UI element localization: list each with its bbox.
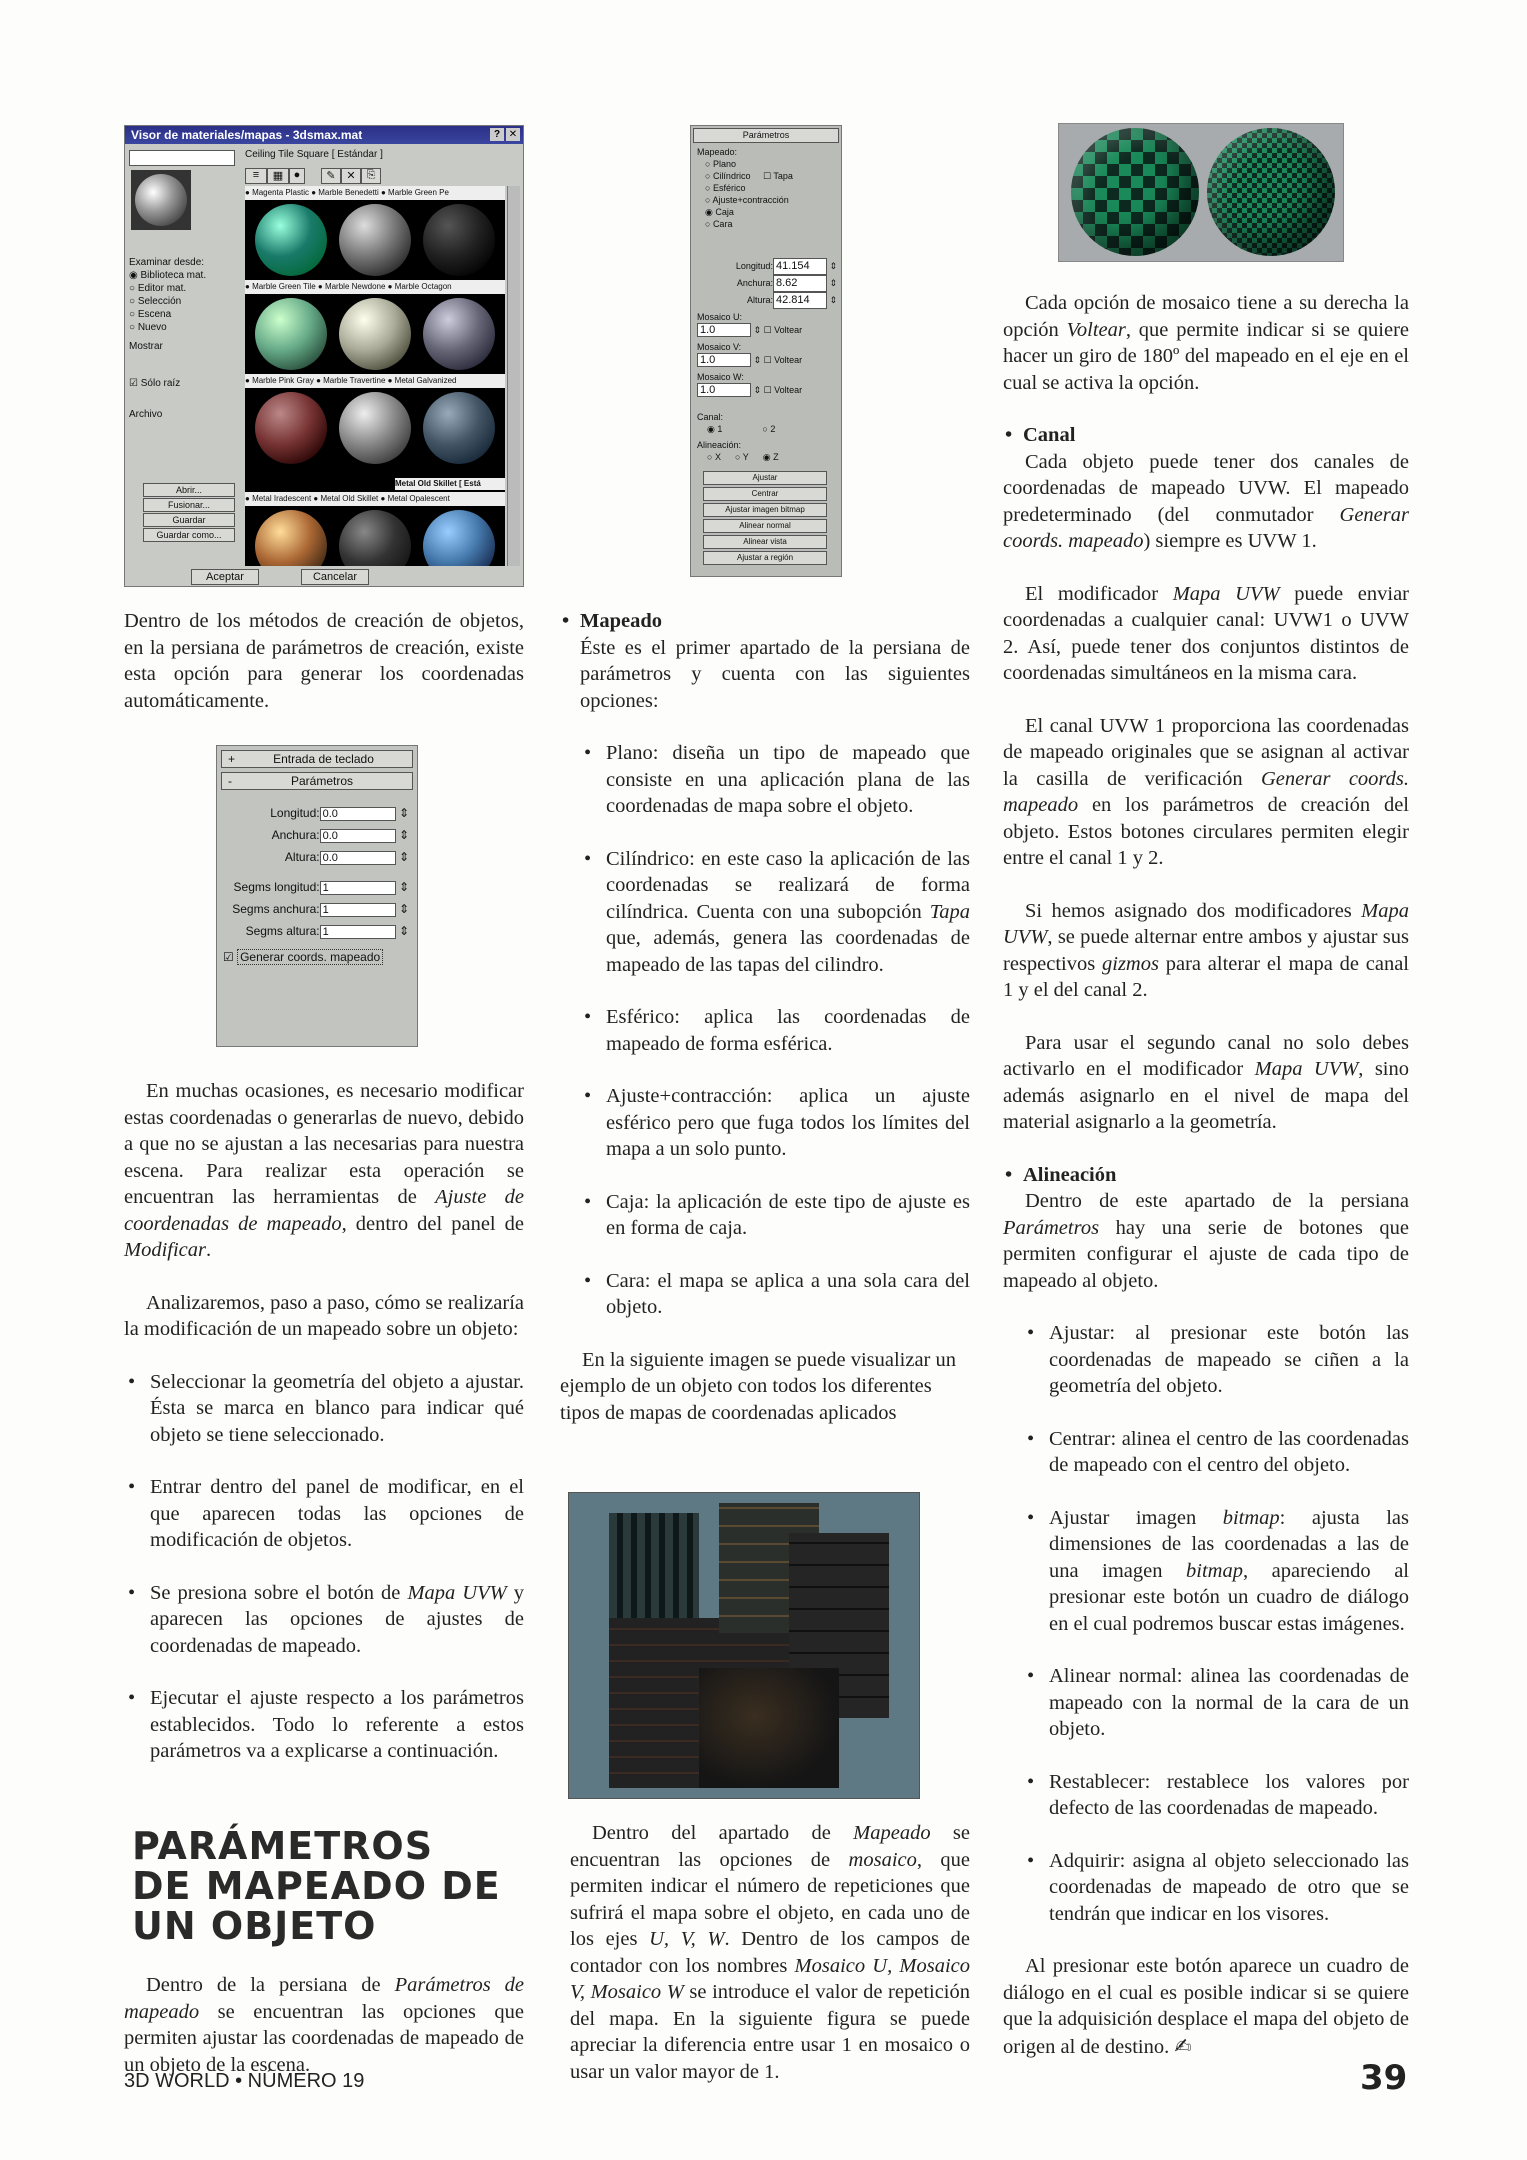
width-field[interactable]: 0.0 [320,829,396,843]
close-icon[interactable]: ✕ [506,128,520,141]
width-field[interactable]: 8.62 [773,275,827,292]
end-mark-icon: ✍ [1174,2033,1192,2058]
row-3-labels: ● Marble Pink Gray ● Marble Travertine ● Metal Galvanized [245,374,505,388]
delete-icon[interactable]: ✕ [341,168,361,184]
open-button[interactable]: Abrir... [143,483,235,497]
material-sphere[interactable] [255,392,327,464]
list-item: • Restablecer: restablece los valores por defecto de las coordenadas de mapeado. [1023,1769,1409,1822]
row-1-labels: ● Magenta Plastic ● Marble Benedetti ● Marble Green Pe [245,186,505,200]
width-segments-field[interactable]: 1 [320,903,396,917]
tiling-fields: Mosaico U: 1.0 ⇕ ☐ Voltear Mosaico V: 1.0 ⇕ ☐ Voltear Mosaico W: 1.0 ⇕ ☐ Voltear [697,312,803,396]
alignment-list [1003,1320,1409,1927]
browse-new-radio[interactable]: ○ Nuevo [129,322,167,333]
dimension-fields: Longitud: 41.154 ⇕ Anchura: 8.62 ⇕ Altura: 42.814 ⇕ [697,258,837,309]
height-segments-field[interactable]: 1 [320,925,396,939]
flip-w-checkbox[interactable]: ☐ Voltear [763,385,803,395]
list-item: • Ajustar imagen bitmap: ajusta las dimensiones de las coordenadas a las de una imagen bitmap, apareciendo al presionar este botón un cuadro de diálogo en el cual podremos buscar estas imágenes. [1023,1505,1409,1638]
material-sphere[interactable] [423,392,495,464]
list-item: • Entrar dentro del panel de modificar, en el que aparecen todas las opciones de modificación de objetos. [124,1474,524,1554]
face-radio[interactable]: ○ Cara [705,219,733,229]
search-field[interactable] [129,150,235,166]
mapped-object-render [568,1492,920,1799]
list-item: • Ajustar: al presionar este botón las coordenadas de mapeado se ciñen a la geometría del objeto. [1023,1320,1409,1400]
middle-column-end [570,1820,970,2085]
screenshot-caption: Dentro de los métodos de creación de objetos, en la persiana de parámetros de creación, existe esta opción para generar los coordenadas automáticamente. [124,610,524,712]
list-item: • Ajuste+contracción: aplica un ajuste esférico pero que fuga todos los límites del mapa a un solo punto. [580,1083,970,1163]
browse-selection-radio[interactable]: ○ Selección [129,296,182,307]
tile-u-field[interactable]: 1.0 [697,323,751,337]
creation-parameters-panel [216,745,418,1047]
material-sphere[interactable] [423,298,495,370]
checker-sphere-low-tiling [1071,128,1199,256]
list-item: • Ejecutar el ajuste respecto a los parámetros establecidos. Todo lo referente a estos parámetros va a explicarse a continuación. [124,1685,524,1765]
tile-v-field[interactable]: 1.0 [697,353,751,367]
right-column [1003,290,1409,2060]
keyboard-entry-rollout[interactable]: + Entrada de teclado [221,750,413,768]
generate-mapping-coords-checkbox[interactable]: ☑ Generar coords. mapeado [223,950,409,964]
height-field[interactable]: 0.0 [320,851,396,865]
file-buttons [143,483,235,542]
merge-button[interactable]: Fusionar... [143,498,235,512]
row-4-labels: ● Metal Iradescent ● Metal Old Skillet ● Metal Opalescent [245,492,505,506]
material-grid [245,186,505,566]
alignment-buttons [703,471,827,565]
only-root-checkbox[interactable]: ☑ Sólo raíz [129,378,181,389]
update-icon[interactable]: ✎ [321,168,341,184]
list-item: • Esférico: aplica las coordenadas de mapeado de forma esférica. [580,1004,970,1057]
preview-sphere [135,174,187,226]
toolbar [245,168,385,184]
shrinkwrap-part [699,1668,839,1788]
save-as-button[interactable]: Guardar como... [143,528,235,542]
list-item: • Caja: la aplicación de este tipo de ajuste es en forma de caja. [580,1189,970,1242]
save-button[interactable]: Guardar [143,513,235,527]
align-y-radio[interactable]: ○ Y [734,452,749,462]
material-sphere[interactable] [255,204,327,276]
view-align-button[interactable]: Alinear vista [703,535,827,549]
paragraph: Dentro del apartado de Mapeado se encuentran las opciones de mosaico, que permiten indicar el número de repeticiones que sufrirá el mapa sobre el objeto, en cada uno de los ejes U, V, W. Dentro de los campos de contador con los nombres Mosaico U, Mosaico V, Mosaico W se introduce el valor de repetición del mapa. En la siguiente figura se puede apreciar la diferencia entre usar 1 en mosaico o usar un valor mayor de 1. [570,1822,971,2083]
paragraph: Cada opción de mosaico tiene a su derecha la opción Voltear, que permite indicar si se quiere hacer un giro de 180º del mapeado en el eje en el cual se activa la opción. [1003,292,1409,394]
paragraph: Éste es el primer apartado de la persiana de parámetros y cuenta con las siguientes opciones: [580,636,970,712]
material-sphere[interactable] [255,298,327,370]
material-sphere[interactable] [339,298,411,370]
paragraph: Analizaremos, paso a paso, cómo se realizaría la modificación de un mapeado sobre un objeto: [124,1291,524,1340]
left-column [124,608,524,714]
list-item: • Adquirir: asigna al objeto seleccionado las coordenadas de mapeado de otro que se tendrán que indicar en los visores. [1023,1848,1409,1928]
cylindrical-radio[interactable]: ○ Cilíndrico ☐ Tapa [705,171,793,181]
material-sphere[interactable] [339,392,411,464]
length-segments-field[interactable]: 1 [320,881,396,895]
sphere-view-icon[interactable]: ● [289,168,305,184]
paragraph: Cada objeto puede tener dos canales de coordenadas de mapeado UVW. El mapeado predeterminado (del conmutador Generar coords. mapeado) siempre es UVW 1. [1003,450,1409,552]
ok-button[interactable]: Aceptar [191,569,259,585]
mapping-group: Mapeado: ○ Plano ○ Cilíndrico ☐ Tapa ○ Esférico ○ Ajuste+contracción ◉ Caja ○ Cara [697,146,837,230]
browse-scene-radio[interactable]: ○ Escena [129,309,172,320]
list-item: • Seleccionar la geometría del objeto a ajustar. Ésta se marca en blanco para indicar qué objeto se tiene seleccionado. [124,1369,524,1449]
list-item: • Se presiona sobre el botón de Mapa UVW y aparecen las opciones de ajustes de coordenadas de mapeado. [124,1580,524,1660]
left-column-body [124,1078,524,1791]
paragraph: Para usar el segundo canal no solo debes activarlo en el modificador Mapa UVW, sino además asignarlo en el nivel de mapa del material asignarlo a la geometría. [1003,1031,1409,1133]
length-field[interactable]: 41.154 [773,258,827,275]
browse-library-radio[interactable]: ◉ Biblioteca mat. [129,270,207,281]
flip-v-checkbox[interactable]: ☐ Voltear [763,355,803,365]
channel-1-radio[interactable]: ◉ 1 [707,424,723,434]
channel-2-radio[interactable]: ○ 2 [762,424,776,434]
box-radio[interactable]: ◉ Caja [705,207,734,217]
paragraph: Al presionar este botón aparece un cuadro de diálogo en el cual es posible indicar si se quiere que la adquisición desplace el mapa del objeto de origen al de destino. ✍ [1003,1955,1409,2058]
align-x-radio[interactable]: ○ X [707,452,721,462]
page-number: 39 [1360,2058,1408,2098]
subheading-mapeado: • Mapeado [560,608,970,635]
steps-list [124,1369,524,1765]
material-preview [131,170,191,230]
parameters-rollout[interactable]: - Parámetros [221,772,413,790]
material-sphere[interactable] [255,510,327,566]
shrink-wrap-radio[interactable]: ○ Ajuste+contracción [705,195,789,205]
cancel-button[interactable]: Cancelar [301,569,369,585]
tile-w-field[interactable]: 1.0 [697,383,751,397]
browse-editor-radio[interactable]: ○ Editor mat. [129,283,187,294]
parameters-panel [690,125,842,577]
paragraph: Si hemos asignado dos modificadores Mapa UVW, se puede alternar entre ambos y ajustar sus respectivos gizmos para alterar el mapa de canal 1 y el del canal 2. [1003,899,1409,1001]
plane-radio[interactable]: ○ Plano [705,159,736,169]
list-item: • Cara: el mapa se aplica a una sola cara del objeto. [580,1268,970,1321]
list-item: • Centrar: alinea el centro de las coordenadas de mapeado con el centro del objeto. [1023,1426,1409,1479]
height-field[interactable]: 42.814 [773,292,827,309]
cap-checkbox[interactable]: ☐ Tapa [762,171,793,181]
parameters-rollout[interactable]: Parámetros [693,128,839,143]
parameter-fields: Longitud: 0.0 ⇕ Anchura: 0.0 ⇕ Altura: 0.0 ⇕ Segms longitud: 1 ⇕ Segms anchura: 1 ⇕ Segms altura: 1 ⇕ ☑ Generar coords. mapeado [223,806,409,964]
material-browser-window [124,125,524,587]
material-sphere[interactable] [423,510,495,566]
title-bar: Visor de materiales/mapas - 3dsmax.mat ✕ ? [125,126,523,144]
fit-button[interactable]: Ajustar [703,471,827,485]
paragraph: En muchas ocasiones, es necesario modificar estas coordenadas o generarlas de nuevo, debido a que no se ajustan a las necesarias para nuestra escena. Para realizar esta operación se encuentran las herramientas de Ajuste de coordenadas de mapeado, dentro del panel de Modificar. [124,1080,524,1261]
checker-sphere-high-tiling [1207,128,1335,256]
mapping-types-list [560,740,970,1321]
list-item: • Alinear normal: alinea las coordenadas de mapeado con la normal de la cara de un objeto. [1023,1663,1409,1743]
row-2-labels: ● Marble Green Tile ● Marble Newdone ● Marble Octagon [245,280,505,294]
paragraph: El modificador Mapa UVW puede enviar coordenadas a cualquier canal: UVW1 o UVW 2. Así, puede tener dos conjuntos distintos de coordenadas simultáneos en la misma cara. [1003,582,1410,684]
region-fit-button[interactable]: Ajustar a región [703,551,827,565]
list-item: • Cilíndrico: en este caso la aplicación de las coordenadas se realizará de forma cilíndrica. Cuenta con una subopción Tapa que, además, genera las coordenadas de mapeado de las tapas del cilindro. [580,846,970,979]
align-z-radio[interactable]: ◉ Z [762,452,779,462]
cylinder-part [609,1513,699,1628]
scrollbar[interactable] [507,186,520,566]
checker-spheres-image [1058,123,1344,262]
paragraph: El canal UVW 1 proporciona las coordenadas de mapeado originales que se asignan al activar la casilla de verificación Generar coords. mapeado en los parámetros de creación del objeto. Estos botones circulares permiten elegir entre el canal 1 y 2. [1003,714,1409,869]
channel-group: Canal: ◉ 1 ○ 2 Alineación: ○ X ○ Y ◉ Z [697,412,779,462]
spherical-radio[interactable]: ○ Esférico [705,183,746,193]
tooltip: Metal Old Skillet [ Está [395,478,505,490]
subheading-alineacion: • Alineación [1003,1162,1409,1189]
material-sphere[interactable] [339,204,411,276]
material-sphere[interactable] [339,510,411,566]
left-column-end [124,1972,524,2078]
middle-column [560,608,970,1426]
center-button[interactable]: Centrar [703,487,827,501]
small-icons-icon[interactable]: ▦ [267,168,289,184]
browse-from-group: Examinar desde: ◉ Biblioteca mat. ○ Editor mat. ○ Selección ○ Escena ○ Nuevo Mostrar ☑ Sólo raíz Archivo [129,256,234,421]
paragraph: En la siguiente imagen se puede visualizar un ejemplo de un objeto con todos los diferentes tipos de mapas de coordenadas aplicados [560,1348,957,1424]
section-heading: PARÁMETROS DE MAPEADO DE UN OBJETO [132,1824,501,1948]
list-view-icon[interactable]: ≡ [245,168,267,184]
copy-icon[interactable]: ⎘ [361,168,381,184]
footer-magazine: 3D WORLD • NÚMERO 19 [124,2070,365,2092]
length-field[interactable]: 0.0 [320,807,396,821]
list-item: • Plano: diseña un tipo de mapeado que consiste en una aplicación plana de las coordenadas de mapa sobre el objeto. [580,740,970,820]
material-sphere[interactable] [423,204,495,276]
paragraph: Dentro de la persiana de Parámetros de mapeado se encuentran las opciones que permiten ajustar las coordenadas de mapeado de un objeto de la escena. [124,1974,524,2076]
subheading-canal: • Canal [1003,422,1409,449]
material-dropdown[interactable]: Ceiling Tile Square [ Estándar ] [245,149,383,160]
flip-u-checkbox[interactable]: ☐ Voltear [763,325,803,335]
help-icon[interactable]: ? [490,128,504,141]
bitmap-fit-button[interactable]: Ajustar imagen bitmap [703,503,827,517]
paragraph: Dentro de este apartado de la persiana Parámetros hay una serie de botones que permiten configurar el ajuste de cada tipo de mapeado al objeto. [1003,1190,1409,1292]
normal-align-button[interactable]: Alinear normal [703,519,827,533]
